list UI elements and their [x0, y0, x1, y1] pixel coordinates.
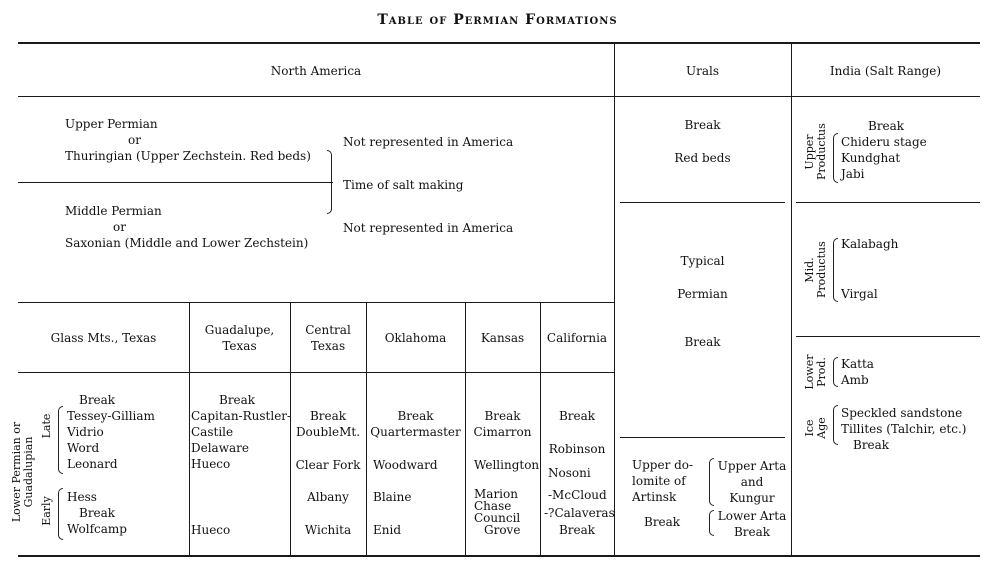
kansas-council: Council — [474, 511, 521, 525]
glass-leonard: Leonard — [67, 457, 118, 471]
kansas-break: Break — [484, 409, 521, 423]
india-amb: Amb — [841, 373, 869, 387]
california-break-early: Break — [558, 523, 596, 537]
central-doublemt: DoubleMt. — [295, 425, 361, 439]
california-mccloud: -McCloud — [548, 488, 607, 502]
early-brace — [58, 488, 63, 540]
guadalupe-delaware: Delaware — [191, 441, 249, 455]
kansas-marion: Marion — [474, 487, 518, 501]
urals-upper-arta-line2: and — [740, 475, 764, 489]
guadalupe-list — [191, 392, 291, 472]
india-break-ice: Break — [853, 438, 890, 452]
india-jabi: Jabi — [841, 167, 865, 181]
col-glass: Glass Mts., Texas — [50, 331, 157, 345]
mid-productus-brace — [833, 238, 838, 302]
lower-section-rule — [18, 302, 614, 303]
urals-rule-2 — [620, 437, 785, 438]
upper-productus-list — [841, 118, 927, 182]
upper-productus-brace — [833, 133, 838, 183]
upper-permian-or: or — [128, 133, 141, 147]
glass-wolfcamp: Wolfcamp — [67, 522, 127, 536]
urals-upper-dolomite — [632, 457, 693, 505]
col-central-line2: Texas — [310, 339, 346, 353]
central-albany: Albany — [307, 490, 349, 504]
divider-india — [791, 42, 792, 556]
urals-upper-arta-line1: Upper Arta — [717, 459, 787, 473]
late-brace — [58, 406, 63, 474]
guadalupe-break: Break — [219, 393, 256, 407]
india-tillites: Tillites (Talchir, etc.) — [841, 422, 967, 436]
right-header-rule — [614, 96, 980, 97]
guadalupe-hueco-early: Hueco — [191, 523, 231, 537]
central-break: Break — [309, 409, 347, 423]
guadalupe-capitan: Capitan-Rustler- — [191, 409, 292, 423]
lower-permian-label — [11, 407, 35, 537]
middle-permian-label: Middle Permian — [65, 204, 162, 218]
lower-permian-line1: Lower Permian or — [10, 421, 23, 523]
india-virgal: Virgal — [841, 287, 878, 301]
india-rule-1 — [796, 202, 980, 203]
glass-early-list — [67, 489, 127, 537]
central-wichita: Wichita — [304, 523, 352, 537]
mid-productus-label — [804, 242, 828, 298]
ice-age-line1: Ice — [803, 419, 816, 437]
glass-hess: Hess — [67, 490, 97, 504]
kansas-early — [474, 488, 520, 536]
column-header-rule — [18, 372, 614, 373]
ice-age-brace — [833, 405, 838, 445]
glass-vidrio: Vidrio — [67, 425, 104, 439]
india-break-top: Break — [868, 119, 905, 133]
not-represented-1: Not represented in America — [343, 135, 514, 149]
oklahoma-woodward: Woodward — [373, 458, 438, 472]
oklahoma-quartermaster: Quartermaster — [370, 425, 461, 439]
lower-prod-label — [804, 350, 828, 394]
lower-prod-line2: Prod. — [815, 357, 828, 387]
kansas-late — [465, 408, 540, 440]
urals-lower-arta-line1: Lower Arta — [717, 509, 787, 523]
upper-productus-line1: Upper — [803, 134, 816, 170]
ice-age-label — [804, 408, 828, 448]
guadalupe-hueco: Hueco — [191, 457, 231, 471]
urals-rule-1 — [620, 202, 785, 203]
lower-permian-line2: Guadalupian — [22, 436, 35, 508]
col-kansas: Kansas — [480, 331, 525, 345]
upper-productus-label — [804, 124, 828, 180]
mid-productus-line1: Mid. — [803, 257, 816, 283]
urals-break-top: Break — [684, 118, 721, 132]
oklahoma-enid: Enid — [373, 523, 402, 537]
urals-upper-arta — [713, 458, 791, 506]
california-nosoni: Nosoni — [548, 466, 591, 480]
oklahoma-blaine: Blaine — [373, 490, 412, 504]
saxonian-label: Saxonian (Middle and Lower Zechstein) — [65, 236, 309, 250]
oklahoma-break: Break — [397, 409, 434, 423]
urals-typical: Typical — [680, 254, 725, 268]
lower-prod-line1: Lower — [803, 354, 816, 390]
col-central — [290, 322, 366, 354]
middle-permian-or: or — [113, 220, 126, 234]
guadalupe-castile: Castile — [191, 425, 234, 439]
col-guadalupe-line2: Texas — [222, 339, 257, 353]
kansas-wellington: Wellington — [474, 458, 540, 472]
glass-word: Word — [67, 441, 100, 455]
lower-prod-list — [841, 356, 874, 388]
ice-age-line2: Age — [815, 417, 828, 439]
glass-break: Break — [79, 393, 116, 407]
kansas-chase: Chase — [474, 499, 512, 513]
urals-break-low: Break — [644, 515, 681, 529]
urals-permian: Permian — [677, 287, 728, 301]
bottom-rule — [18, 555, 980, 557]
middle-permian-block — [65, 203, 308, 251]
urals-red-beds: Red beds — [674, 151, 731, 165]
urals-lower-arta-line2: Break — [733, 525, 771, 539]
upper-middle-rule — [18, 182, 333, 183]
urals-dolomite-line1: Upper do- — [632, 458, 694, 472]
late-label: Late — [40, 413, 53, 439]
header-north-america: North America — [270, 64, 362, 78]
california-calaveras: -?Calaveras — [544, 506, 615, 520]
oklahoma-late — [366, 408, 465, 440]
header-urals: Urals — [686, 64, 719, 78]
central-clearfork: Clear Fork — [295, 458, 361, 472]
col-guadalupe-line1: Guadalupe, — [204, 323, 275, 337]
central-late — [290, 408, 366, 440]
thuringian-label: Thuringian (Upper Zechstein. Red beds) — [65, 149, 311, 163]
upper-permian-block — [50, 116, 350, 164]
salt-making: Time of salt making — [343, 178, 464, 192]
top-rule — [18, 42, 980, 44]
header-india: India (Salt Range) — [829, 64, 942, 78]
upper-permian-label: Upper Permian — [65, 117, 158, 131]
col-california: California — [546, 331, 608, 345]
col-oklahoma: Oklahoma — [384, 331, 447, 345]
india-katta: Katta — [841, 357, 874, 371]
urals-upper-arta-line3: Kungur — [729, 491, 775, 505]
california-robinson: Robinson — [548, 442, 606, 456]
na-header-rule — [18, 96, 614, 97]
india-kalabagh: Kalabagh — [841, 237, 899, 251]
california-break: Break — [558, 409, 596, 423]
india-chideru: Chideru stage — [841, 135, 927, 149]
mid-productus-line2: Productus — [815, 241, 828, 298]
india-kundghat: Kundghat — [841, 151, 901, 165]
urals-lower-arta — [713, 508, 791, 540]
india-speckled: Speckled sandstone — [841, 406, 963, 420]
early-label: Early — [40, 496, 53, 526]
glass-late-list — [67, 392, 155, 472]
salt-brace — [327, 150, 332, 214]
urals-dolomite-line2: lomite of — [632, 474, 686, 488]
lower-prod-brace — [833, 357, 838, 387]
ice-age-list — [841, 405, 966, 453]
kansas-grove: Grove — [484, 523, 521, 537]
kansas-cimarron: Cimarron — [473, 425, 532, 439]
glass-tessey: Tessey-Gilliam — [67, 409, 155, 423]
not-represented-2: Not represented in America — [343, 221, 514, 235]
col-central-line1: Central — [305, 323, 351, 337]
glass-break-early: Break — [79, 506, 116, 520]
urals-break-mid: Break — [684, 335, 721, 349]
table-title: Table of Permian Formations — [377, 12, 618, 28]
upper-productus-line2: Productus — [815, 123, 828, 180]
urals-dolomite-line3: Artinsk — [632, 490, 677, 504]
col-guadalupe — [189, 322, 290, 354]
india-rule-2 — [796, 336, 980, 337]
